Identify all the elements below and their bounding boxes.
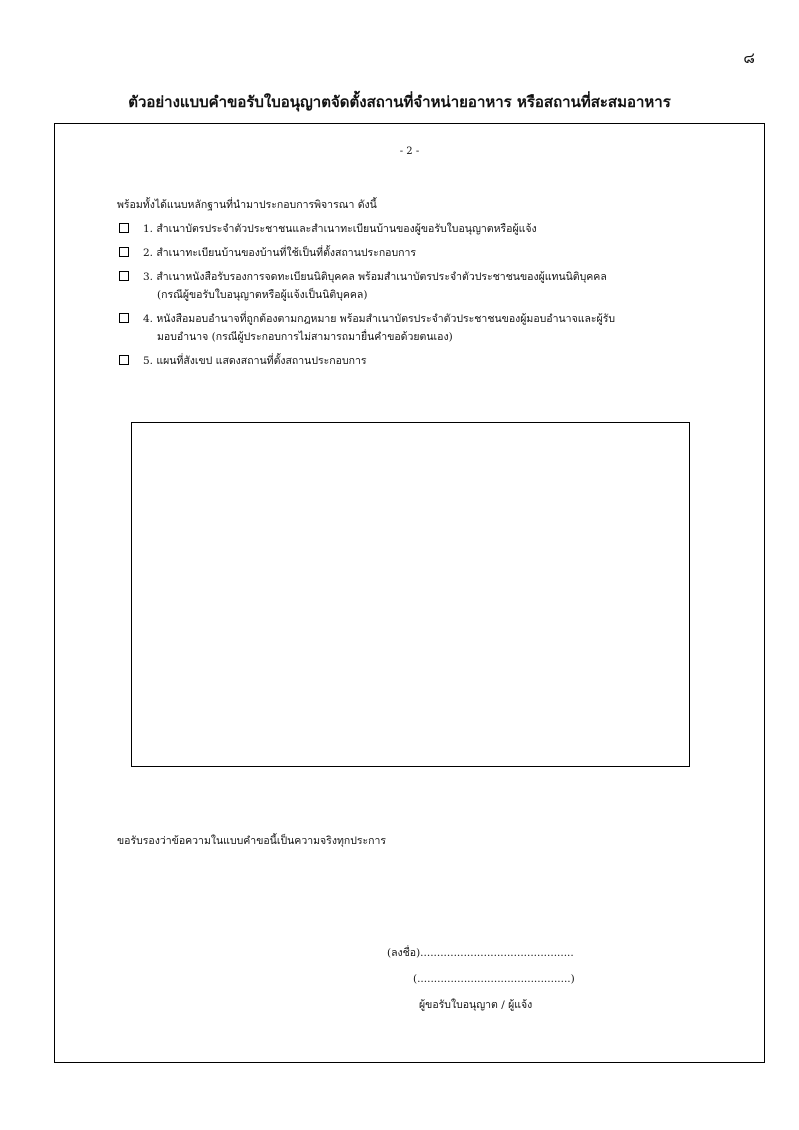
attachment-label: 4. หนังสือมอบอำนาจที่ถูกต้องตามกฎหมาย พร้อมสำเนาบัตรประจำตัวประชาชนของผู้มอบอำนาจและผู้รับ (143, 313, 616, 325)
attachment-label: 5. แผนที่สังเขป แสดงสถานที่ตั้งสถานประกอบการ (143, 355, 367, 367)
map-drawing-area[interactable] (131, 422, 690, 767)
attachment-checkbox-2[interactable] (119, 247, 129, 257)
sub-page-number: - 2 - (399, 146, 420, 157)
signature-block (355, 940, 615, 1018)
attachment-label: 3. สำเนาหนังสือรับรองการจดทะเบียนนิติบุคคล พร้อมสำเนาบัตรประจำตัวประชาชนของผู้แทนนิติบุคคล (143, 271, 607, 283)
attachment-label: 2. สำเนาทะเบียนบ้านของบ้านที่ใช้เป็นที่ตั้งสถานประกอบการ (143, 247, 417, 259)
attachment-item-2 (119, 244, 719, 262)
attachment-checkbox-4[interactable] (119, 313, 129, 323)
attachment-label: 1. สำเนาบัตรประจำตัวประชาชนและสำเนาทะเบียนบ้านของผู้ขอรับใบอนุญาตหรือผู้แจ้ง (143, 223, 537, 235)
page-number: ๘ (743, 49, 755, 67)
attachment-label-continuation: มอบอำนาจ (กรณีผู้ประกอบการไม่สามารถมายื่นคำขอด้วยตนเอง) (157, 331, 453, 343)
attachment-item-1 (119, 220, 719, 238)
attachment-checkbox-5[interactable] (119, 355, 129, 365)
certification-statement: ขอรับรองว่าข้อความในแบบคำขอนี้เป็นความจริงทุกประการ (117, 835, 387, 847)
form-frame (54, 123, 765, 1063)
attachment-checkbox-3[interactable] (119, 271, 129, 281)
page-title: ตัวอย่างแบบคำขอรับใบอนุญาตจัดตั้งสถานที่จำหน่ายอาหาร หรือสถานที่สะสมอาหาร (128, 93, 671, 111)
attachment-item-5 (119, 352, 719, 370)
attachment-checkbox-1[interactable] (119, 223, 129, 233)
attachment-item-3 (119, 268, 719, 304)
attachment-label-continuation: (กรณีผู้ขอรับใบอนุญาตหรือผู้แจ้งเป็นนิติบุคคล) (157, 289, 368, 301)
attachment-list (119, 220, 719, 376)
attachment-item-4 (119, 310, 719, 346)
signature-line[interactable]: (ลงชื่อ).............................................. (387, 947, 574, 959)
printed-name-line[interactable]: (..............................................) (413, 973, 575, 985)
attachments-intro: พร้อมทั้งได้แนบหลักฐานที่นำมาประกอบการพิจารณา ดังนี้ (117, 199, 377, 211)
signer-role: ผู้ขอรับใบอนุญาต / ผู้แจ้ง (419, 999, 533, 1011)
